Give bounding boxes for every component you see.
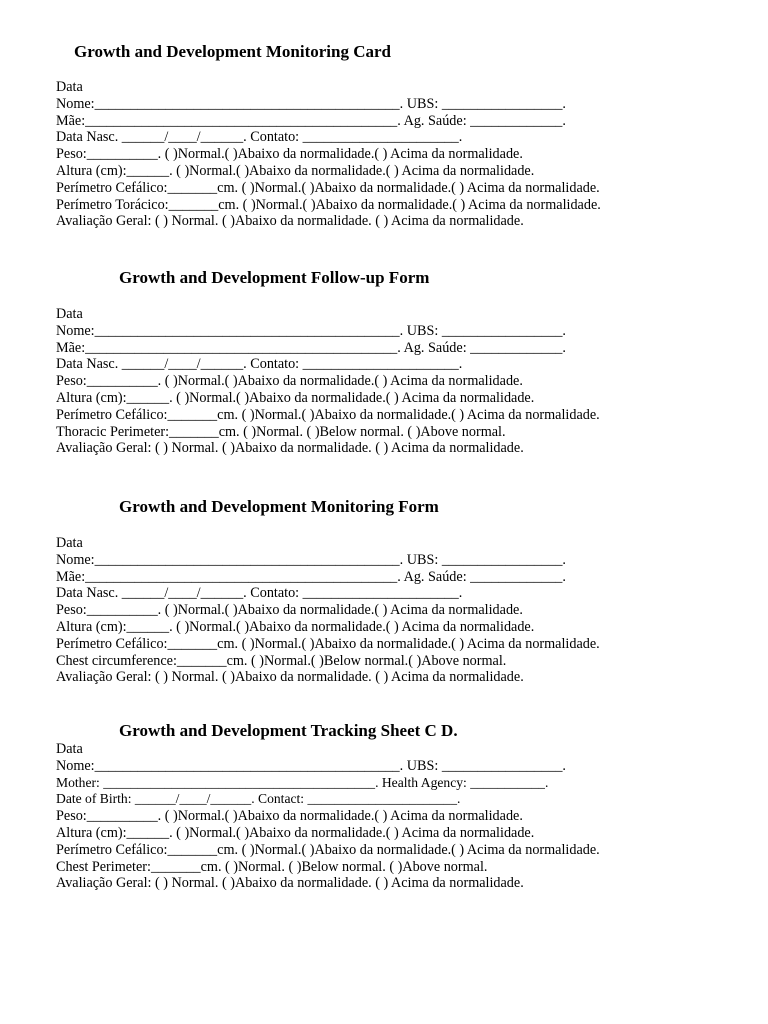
- birth-date-field: Data Nasc. ______/____/______. Contato: ______________________.: [56, 129, 463, 146]
- chest-circumference-field: Chest circumference:_______cm. ( )Normal.( )Below normal.( )Above normal.: [56, 652, 507, 669]
- form-fields: [56, 79, 601, 230]
- form-title: Growth and Development Monitoring Card: [74, 42, 392, 61]
- general-assessment-field: Avaliação Geral: ( ) Normal. ( )Abaixo da normalidade. ( ) Acima da normalidade.: [56, 440, 524, 457]
- head-circumference-field: Perímetro Cefálico:_______cm. ( )Normal.( )Abaixo da normalidade.( ) Acima da normalidade.: [56, 406, 600, 423]
- head-circumference-field: Perímetro Cefálico:_______cm. ( )Normal.( )Abaixo da normalidade.( ) Acima da normalidade.: [56, 841, 600, 858]
- date-field: Data: [56, 306, 83, 322]
- height-field: Altura (cm):______. ( )Normal.( )Abaixo da normalidade.( ) Acima da normalidade.: [56, 618, 535, 635]
- general-assessment-field: Avaliação Geral: ( ) Normal. ( )Abaixo da normalidade. ( ) Acima da normalidade.: [56, 213, 524, 230]
- mother-field: Mother: ________________________________________. Health Agency: ___________.: [56, 774, 549, 790]
- head-circumference-field: Perímetro Cefálico:_______cm. ( )Normal.( )Abaixo da normalidade.( ) Acima da normalidade.: [56, 179, 600, 196]
- weight-field: Peso:__________. ( )Normal.( )Abaixo da normalidade.( ) Acima da normalidade.: [56, 146, 523, 163]
- mother-field: Mãe:____________________________________________. Ag. Saúde: _____________.: [56, 112, 566, 129]
- weight-field: Peso:__________. ( )Normal.( )Abaixo da normalidade.( ) Acima da normalidade.: [56, 808, 523, 825]
- form-fields: [56, 306, 600, 457]
- chest-perimeter-field: Chest Perimeter:_______cm. ( )Normal. ( )Below normal. ( )Above normal.: [56, 858, 488, 875]
- date-field: Data: [56, 79, 83, 95]
- chest-perimeter-field: Thoracic Perimeter:_______cm. ( )Normal. ( )Below normal. ( )Above normal.: [56, 423, 506, 440]
- head-circumference-field: Perímetro Cefálico:_______cm. ( )Normal.( )Abaixo da normalidade.( ) Acima da normalidade.: [56, 635, 600, 652]
- form-fields: [56, 535, 600, 686]
- mother-field: Mãe:____________________________________________. Ag. Saúde: _____________.: [56, 568, 566, 585]
- mother-field: Mãe:____________________________________________. Ag. Saúde: _____________.: [56, 339, 566, 356]
- birth-date-field: Data Nasc. ______/____/______. Contato: ______________________.: [56, 356, 463, 373]
- weight-field: Peso:__________. ( )Normal.( )Abaixo da normalidade.( ) Acima da normalidade.: [56, 602, 523, 619]
- general-assessment-field: Avaliação Geral: ( ) Normal. ( )Abaixo da normalidade. ( ) Acima da normalidade.: [56, 669, 524, 686]
- height-field: Altura (cm):______. ( )Normal.( )Abaixo da normalidade.( ) Acima da normalidade.: [56, 162, 535, 179]
- name-field: Nome:___________________________________________. UBS: _________________.: [56, 551, 566, 568]
- weight-field: Peso:__________. ( )Normal.( )Abaixo da normalidade.( ) Acima da normalidade.: [56, 373, 523, 390]
- form-title: Growth and Development Tracking Sheet C D.: [119, 721, 458, 740]
- date-field: Data: [56, 741, 83, 757]
- chest-perimeter-field: Perímetro Torácico:_______cm. ( )Normal.( )Abaixo da normalidade.( ) Acima da normalidade.: [56, 196, 601, 213]
- name-field: Nome:___________________________________________. UBS: _________________.: [56, 95, 566, 112]
- height-field: Altura (cm):______. ( )Normal.( )Abaixo da normalidade.( ) Acima da normalidade.: [56, 824, 535, 841]
- name-field: Nome:___________________________________________. UBS: _________________.: [56, 322, 566, 339]
- form-title: Growth and Development Follow-up Form: [119, 268, 430, 287]
- birth-date-field: Date of Birth: ______/____/______. Contact: ______________________.: [56, 791, 461, 807]
- form-fields: [56, 741, 600, 892]
- form-title: Growth and Development Monitoring Form: [119, 497, 439, 516]
- date-field: Data: [56, 535, 83, 551]
- general-assessment-field: Avaliação Geral: ( ) Normal. ( )Abaixo da normalidade. ( ) Acima da normalidade.: [56, 875, 524, 892]
- birth-date-field: Data Nasc. ______/____/______. Contato: ______________________.: [56, 585, 463, 602]
- name-field: Nome:___________________________________________. UBS: _________________.: [56, 757, 566, 774]
- height-field: Altura (cm):______. ( )Normal.( )Abaixo da normalidade.( ) Acima da normalidade.: [56, 389, 535, 406]
